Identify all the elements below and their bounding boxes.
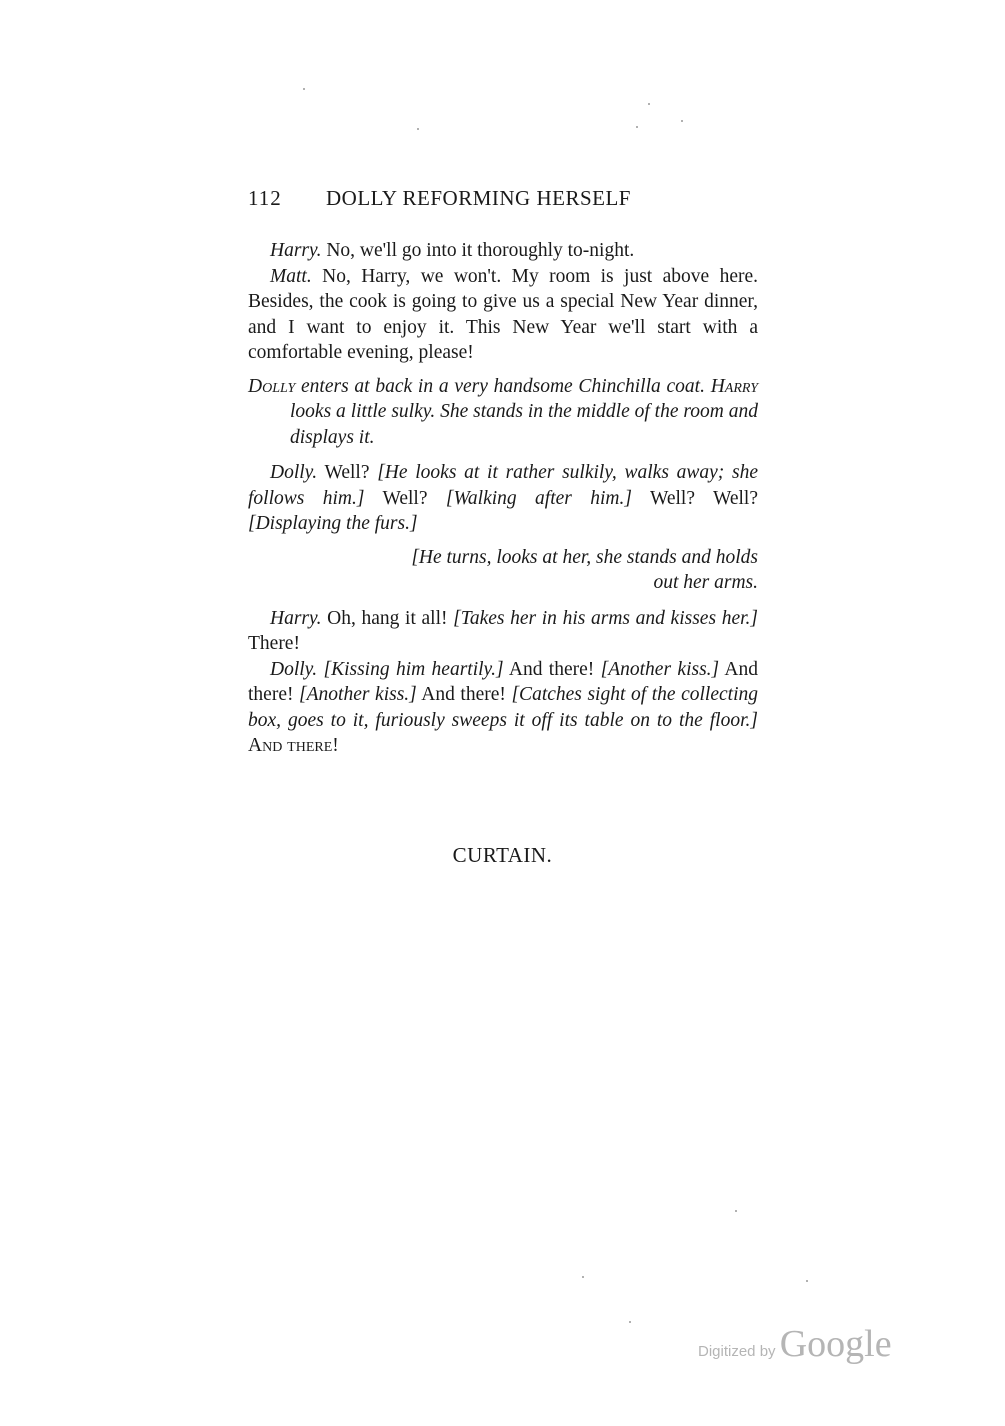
stage-direction: [Walking after him.] (445, 487, 632, 509)
stage-direction-entrance (248, 374, 758, 451)
stage-direction: [Another kiss.] (299, 684, 417, 705)
stage-direction-text: looks a little sulky. She stands in the middle of the room and displays it. (290, 401, 758, 448)
stage-direction: [Takes her in his arms and kisses her.] (453, 607, 758, 629)
dialogue-text: Well? (317, 462, 378, 483)
scan-speck (303, 88, 305, 90)
digitized-watermark (698, 1322, 892, 1366)
dialogue-text: Well? Well? (631, 487, 758, 509)
scan-speck (648, 103, 650, 105)
running-title: DOLLY REFORMING HERSELF (326, 186, 631, 210)
character-name: Harry (710, 375, 758, 397)
dialogue-harry-2 (248, 606, 758, 657)
dialogue-dolly-1 (248, 460, 758, 537)
dialogue-text: No, we'll go into it thoroughly to-night. (321, 240, 635, 261)
character-name: Dolly (248, 375, 296, 397)
stage-direction-text: enters at back in a very handsome Chinchilla coat. (295, 375, 711, 397)
speaker-name: Matt. (270, 265, 312, 287)
scan-speck (629, 1321, 631, 1323)
dialogue-text: No, Harry, we won't. My room is just above here. Besides, the cook is going to give us a special New Year dinner, and I want to enjoy it. This New Year we'll start with a comfortable evening, please! (248, 265, 758, 363)
scan-speck (735, 1210, 737, 1212)
dialogue-text: Oh, hang it all! (321, 607, 454, 629)
watermark-prefix: Digitized by (698, 1343, 780, 1360)
speaker-name: Harry. (270, 607, 322, 629)
stage-direction-line: [He turns, looks at her, she stands and holds (411, 546, 758, 568)
stage-direction: [Catches sight of the collecting box, goes to it, furiously sweeps it off its table on to the floor.] (248, 684, 758, 731)
speaker-name: Dolly. (270, 658, 318, 680)
page-number: 112 (248, 186, 282, 210)
speaker-name: Harry. (270, 240, 322, 261)
scan-speck (582, 1276, 584, 1278)
dialogue-text: Well? (364, 487, 446, 509)
stage-direction-turn (248, 545, 758, 596)
scan-speck (806, 1280, 808, 1282)
stage-direction: [He looks at it rather sulkily, walks away; she follows him.] (248, 462, 759, 509)
stage-direction: [Kissing him heartily.] (317, 658, 504, 680)
dialogue-harry-1 (248, 238, 758, 264)
dialogue-text: There! (248, 633, 300, 654)
curtain-heading: CURTAIN. (452, 843, 553, 867)
scan-speck (636, 126, 638, 128)
dialogue-matt (248, 264, 758, 366)
scan-speck (417, 128, 419, 130)
dialogue-text: And there! (416, 684, 512, 705)
google-logo: Google (779, 1323, 892, 1365)
running-header (248, 186, 768, 211)
dialogue-dolly-2 (248, 657, 758, 759)
stage-direction: [Displaying the furs.] (248, 513, 418, 534)
scan-speck (681, 120, 683, 122)
stage-direction-line: out her arms. (653, 572, 758, 593)
dialogue-text: And there! (503, 658, 601, 680)
speaker-name: Dolly. (270, 462, 318, 483)
dialogue-text: And there! (248, 658, 758, 705)
play-text (248, 238, 758, 759)
stage-direction: [Another kiss.] (600, 658, 720, 680)
dialogue-text-emphasis: And there! (248, 735, 339, 756)
